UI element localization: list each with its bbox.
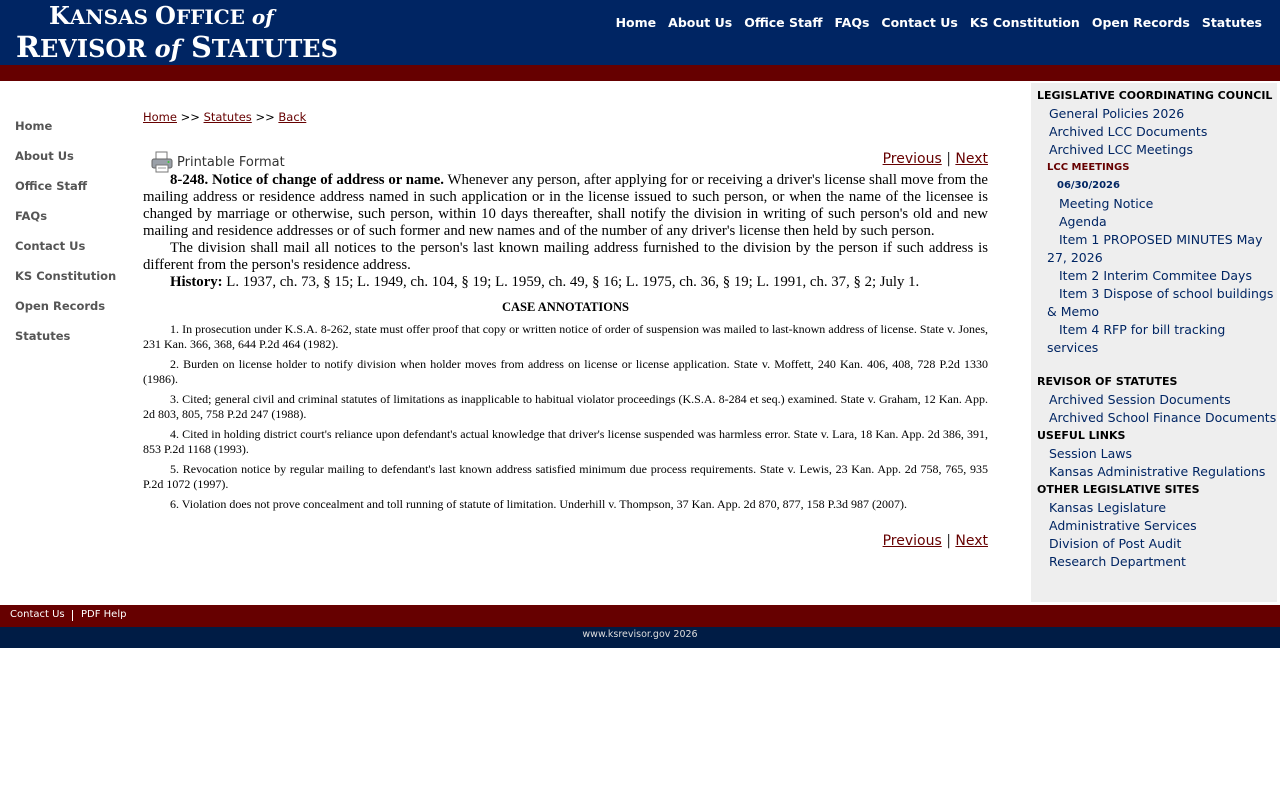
other-site-link[interactable]: Division of Post Audit: [1049, 536, 1182, 551]
topnav-statutes[interactable]: Statutes: [1201, 15, 1262, 30]
sidenav-faqs[interactable]: FAQs: [15, 209, 48, 223]
topnav-about-us[interactable]: About Us: [668, 15, 733, 30]
breadcrumb: [143, 110, 988, 124]
lcc-link[interactable]: General Policies 2026: [1049, 106, 1185, 121]
revisor-heading: REVISOR OF STATUTES: [1037, 375, 1178, 388]
meeting-date: 06/30/2026: [1057, 180, 1120, 191]
breadcrumb-home[interactable]: Home: [143, 110, 177, 124]
footer-pdf-help[interactable]: PDF Help: [81, 609, 127, 620]
pager-separator: |: [941, 533, 956, 549]
topnav-ks-constitution[interactable]: KS Constitution: [969, 15, 1080, 30]
logo-text: of: [251, 5, 274, 29]
case-annotation: 4. Cited in holding district court's reliance upon defendant's actual knowledge that driver's license suspended was harmless error. State v. Lara, 18 Kan. App. 2d 386, 391, 853 P.2d 1168 (1993).: [143, 427, 988, 456]
other-site-link[interactable]: Administrative Services: [1049, 518, 1197, 533]
meeting-link[interactable]: Item 3 Dispose of school buildings & Memo: [1047, 286, 1274, 319]
next-link[interactable]: Next: [955, 151, 988, 167]
sidenav-home[interactable]: Home: [15, 119, 53, 133]
breadcrumb-separator: >>: [251, 110, 279, 124]
topnav-open-records[interactable]: Open Records: [1091, 15, 1190, 30]
lcc-link[interactable]: Archived LCC Meetings: [1049, 142, 1193, 157]
pager-separator: |: [941, 151, 956, 167]
lcc-heading: LEGISLATIVE COORDINATING COUNCIL: [1037, 89, 1273, 102]
sidenav-contact-us[interactable]: Contact Us: [15, 239, 86, 253]
useful-links-heading: USEFUL LINKS: [1037, 429, 1126, 442]
top-navigation: [604, 15, 1262, 30]
sidenav-statutes[interactable]: Statutes: [15, 329, 71, 343]
sidenav-open-records[interactable]: Open Records: [15, 299, 106, 313]
revisor-link[interactable]: Archived Session Documents: [1049, 392, 1231, 407]
printable-format-link[interactable]: [151, 151, 285, 173]
printer-icon: [151, 151, 173, 173]
other-site-link[interactable]: Kansas Legislature: [1049, 500, 1167, 515]
case-annotation: 2. Burden on license holder to notify division when holder moves from address on license or license application. State v. Moffett, 240 Kan. 406, 408, 728 P.2d 1330 (1986).: [143, 357, 988, 386]
sidenav-ks-constitution[interactable]: KS Constitution: [15, 269, 117, 283]
copyright-bar: [0, 627, 1280, 648]
next-link[interactable]: Next: [955, 533, 988, 549]
footer-separator: [72, 610, 73, 621]
topnav-contact-us[interactable]: Contact Us: [881, 15, 958, 30]
logo-text: FFICE: [175, 5, 252, 29]
statute-paragraph: [143, 172, 988, 240]
history-label: History:: [170, 274, 223, 290]
logo-text: EVISOR: [39, 34, 155, 63]
tools-row: [143, 124, 988, 172]
other-sites-heading: OTHER LEGISLATIVE SITES: [1037, 483, 1200, 496]
logo-line-2: [16, 30, 338, 64]
case-annotation: 3. Cited; general civil and criminal statutes of limitations as inapplicable to habitual violator proceedings (K.S.A. 8-284 et seq.) examined. State v. Graham, 12 Kan. App. 2d 803, 805, 758 P.2d 247 (1988).: [143, 392, 988, 421]
statute-title: 8-248. Notice of change of address or name.: [170, 172, 444, 188]
other-site-link[interactable]: Research Department: [1049, 554, 1186, 569]
topnav-faqs[interactable]: FAQs: [834, 15, 870, 30]
logo-line-1: [49, 1, 274, 30]
site-header: [0, 0, 1280, 65]
sidenav-office-staff[interactable]: Office Staff: [15, 179, 88, 193]
topnav-office-staff[interactable]: Office Staff: [744, 15, 823, 30]
main-content: [143, 110, 988, 549]
case-annotation: 5. Revocation notice by regular mailing to defendant's last known address satisfied minimum due process requirements. State v. Lewis, 23 Kan. App. 2d 758, 765, 935 P.2d 1072 (1997).: [143, 462, 988, 491]
useful-link[interactable]: Session Laws: [1049, 446, 1133, 461]
lcc-link[interactable]: Archived LCC Documents: [1049, 124, 1208, 139]
previous-link[interactable]: Previous: [882, 533, 942, 549]
breadcrumb-separator: >>: [176, 110, 204, 124]
useful-link[interactable]: Kansas Administrative Regulations: [1049, 464, 1266, 479]
logo-text: ANSAS: [69, 5, 156, 29]
logo-text: TATUTES: [211, 34, 338, 63]
lcc-meetings-heading: LCC MEETINGS: [1047, 162, 1130, 173]
logo-text: S: [180, 30, 212, 64]
footer-bar: [0, 605, 1280, 627]
header-divider: [0, 65, 1280, 81]
revisor-link[interactable]: Archived School Finance Documents: [1049, 410, 1277, 425]
logo-text: O: [155, 1, 176, 30]
meeting-link[interactable]: Agenda: [1059, 214, 1107, 229]
right-sidebar: [1031, 83, 1277, 602]
meeting-link[interactable]: Meeting Notice: [1059, 196, 1154, 211]
sidenav-about-us[interactable]: About Us: [15, 149, 74, 163]
side-navigation: [15, 117, 116, 357]
history-text: L. 1937, ch. 73, § 15; L. 1949, ch. 104, § 19; L. 1959, ch. 49, § 16; L. 1975, ch. 36, § 19; L. 1991, ch. 37, § 2; July 1.: [222, 274, 920, 290]
breadcrumb-statutes[interactable]: Statutes: [203, 110, 252, 124]
spacer: [1037, 357, 1277, 373]
topnav-home[interactable]: Home: [615, 15, 657, 30]
printable-format-label: Printable Format: [177, 154, 285, 170]
case-annotation: 6. Violation does not prove concealment and toll running of statute of limitation. Underhill v. Thompson, 37 Kan. App. 2d 870, 877, 158 P.3d 987 (2007).: [170, 497, 907, 511]
case-annotation: 1. In prosecution under K.S.A. 8-262, state must offer proof that copy or written notice of order of suspension was mailed to last-known address of license. State v. Jones, 231 Kan. 366, 368, 644 P.2d 464 (1982).: [143, 322, 988, 351]
case-annotations-title: CASE ANNOTATIONS: [502, 300, 629, 314]
meeting-link[interactable]: Item 4 RFP for bill tracking services: [1047, 322, 1226, 355]
statute-paragraph: The division shall mail all notices to the person's last known mailing address furnished to the division by the person if such address is different from the person's residence address.: [143, 240, 988, 273]
previous-link[interactable]: Previous: [882, 151, 942, 167]
copyright-text: www.ksrevisor.gov 2026: [582, 629, 698, 640]
meeting-link[interactable]: Item 2 Interim Commitee Days: [1059, 268, 1252, 283]
pager-top: [883, 151, 988, 167]
logo-text: R: [16, 30, 40, 64]
logo-text: K: [49, 1, 70, 30]
logo-text: of: [154, 34, 181, 63]
breadcrumb-back[interactable]: Back: [278, 110, 307, 124]
footer-contact-us[interactable]: Contact Us: [10, 609, 65, 620]
statute-text: Whenever any person, after applying for or receiving a driver's license shall move from the mailing address or residence address named in such application or in the license issued to such person, or when the name of the licensee is changed by marriage or otherwise, such person, within 10 days thereafter, shall notify the division in writing of such person's old and new mailing and residence addresses or of such former and new names and of the number of any driver's license then held by such person.: [143, 172, 988, 239]
meeting-link[interactable]: Item 1 PROPOSED MINUTES May 27, 2026: [1047, 232, 1263, 265]
pager-bottom: [143, 533, 988, 549]
statute-history: [143, 274, 988, 291]
